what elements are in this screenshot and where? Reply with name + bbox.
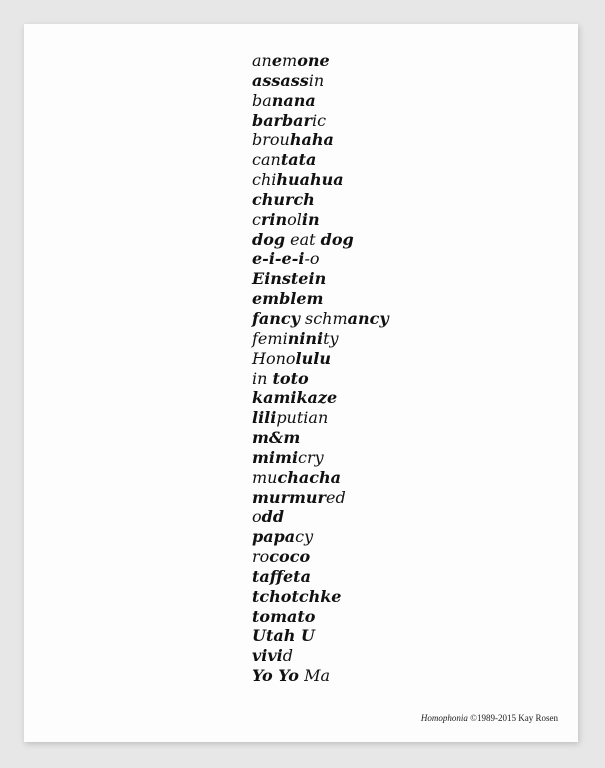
word-item bbox=[252, 448, 389, 468]
word-segment-bold: nini bbox=[287, 328, 324, 348]
word-segment-light: Hono bbox=[252, 348, 296, 368]
word-segment-bold: vivi bbox=[252, 646, 283, 666]
word-item bbox=[252, 51, 389, 71]
word-segment-bold: fancy bbox=[252, 308, 300, 328]
word-segment-bold: rin bbox=[260, 209, 288, 229]
word-item bbox=[252, 428, 389, 448]
word-segment-bold: Einstein bbox=[252, 269, 327, 289]
word-item bbox=[252, 646, 389, 666]
word-segment-light: brou bbox=[252, 130, 290, 150]
word-item bbox=[252, 111, 389, 131]
word-segment-bold: m&m bbox=[252, 428, 301, 448]
word-segment-light: ty bbox=[323, 328, 339, 348]
word-segment-bold: dog bbox=[252, 229, 286, 249]
word-segment-light: femi bbox=[252, 328, 288, 348]
word-segment-light: ic bbox=[311, 110, 327, 130]
word-segment-bold: tata bbox=[280, 150, 317, 170]
word-segment-light: ed bbox=[325, 487, 346, 507]
word-segment-light: an bbox=[252, 51, 272, 70]
word-item bbox=[252, 329, 389, 349]
word-segment-light: m bbox=[282, 51, 298, 70]
word-segment-bold: one bbox=[297, 51, 330, 70]
word-item bbox=[252, 607, 389, 627]
word-item bbox=[252, 249, 389, 269]
word-segment-bold: in bbox=[301, 209, 320, 229]
word-item bbox=[252, 71, 389, 91]
word-item bbox=[252, 230, 389, 250]
word-segment-light: chi bbox=[252, 170, 277, 190]
word-item bbox=[252, 626, 389, 646]
word-segment-bold: ancy bbox=[347, 308, 389, 328]
word-segment-bold: huahua bbox=[276, 170, 344, 190]
word-segment-bold: lulu bbox=[295, 348, 331, 368]
word-item bbox=[252, 547, 389, 567]
word-segment-light: in bbox=[308, 70, 325, 90]
word-segment-bold: haha bbox=[289, 130, 334, 150]
word-item bbox=[252, 488, 389, 508]
word-segment-light: eat bbox=[285, 229, 321, 249]
word-segment-bold: e bbox=[271, 51, 283, 70]
word-item bbox=[252, 468, 389, 488]
word-item bbox=[252, 269, 389, 289]
word-segment-bold: Utah U bbox=[252, 626, 315, 646]
word-segment-light: Ma bbox=[298, 666, 330, 686]
word-segment-bold: coco bbox=[269, 547, 311, 567]
word-segment-bold: tchotchke bbox=[252, 586, 342, 606]
word-segment-bold: taffeta bbox=[252, 566, 311, 586]
word-item bbox=[252, 567, 389, 587]
word-segment-light: -o bbox=[304, 249, 320, 269]
word-segment-bold: church bbox=[252, 189, 315, 209]
word-segment-bold: chacha bbox=[277, 467, 341, 487]
word-segment-light: ro bbox=[252, 547, 270, 567]
word-item bbox=[252, 388, 389, 408]
word-segment-bold: toto bbox=[272, 368, 309, 388]
word-segment-bold: nana bbox=[271, 90, 316, 110]
word-item bbox=[252, 170, 389, 190]
word-item bbox=[252, 369, 389, 389]
word-segment-bold: dog bbox=[320, 229, 354, 249]
word-segment-light: ol bbox=[287, 209, 302, 229]
word-segment-light: mu bbox=[252, 467, 278, 487]
word-item bbox=[252, 349, 389, 369]
word-segment-light: in bbox=[252, 368, 273, 388]
word-item bbox=[252, 130, 389, 150]
word-segment-light: cy bbox=[295, 527, 314, 547]
word-segment-bold: barbar bbox=[252, 110, 312, 130]
word-segment-bold: mimi bbox=[252, 447, 299, 467]
word-segment-bold: tomato bbox=[252, 606, 316, 626]
word-item bbox=[252, 289, 389, 309]
word-item bbox=[252, 408, 389, 428]
word-segment-bold: papa bbox=[252, 527, 296, 547]
word-segment-bold: emblem bbox=[252, 289, 324, 309]
word-item bbox=[252, 507, 389, 527]
word-item bbox=[252, 91, 389, 111]
word-segment-bold: Yo Yo bbox=[252, 666, 299, 686]
word-item bbox=[252, 587, 389, 607]
word-segment-bold: dd bbox=[261, 507, 285, 527]
word-segment-bold: assass bbox=[252, 70, 309, 90]
word-list bbox=[252, 51, 389, 686]
credit-title: Homophonia bbox=[420, 713, 468, 723]
word-segment-light: schm bbox=[299, 308, 348, 328]
credit-text: ©1989-2015 Kay Rosen bbox=[467, 713, 558, 723]
word-item bbox=[252, 190, 389, 210]
paper-sheet bbox=[24, 24, 578, 742]
word-segment-bold: murmur bbox=[252, 487, 326, 507]
word-segment-light: cry bbox=[298, 447, 324, 467]
word-segment-bold: lili bbox=[252, 408, 277, 428]
word-item bbox=[252, 309, 389, 329]
word-segment-light: c bbox=[252, 209, 261, 229]
word-segment-light: ba bbox=[252, 90, 272, 110]
word-item bbox=[252, 210, 389, 230]
word-segment-bold: e-i-e-i bbox=[252, 249, 305, 269]
word-item bbox=[252, 527, 389, 547]
word-segment-light: putian bbox=[276, 408, 329, 428]
credit-line bbox=[421, 713, 558, 723]
word-segment-light: o bbox=[252, 507, 262, 527]
word-item bbox=[252, 150, 389, 170]
word-segment-light: d bbox=[282, 646, 293, 666]
word-segment-bold: kamikaze bbox=[252, 388, 338, 408]
word-item bbox=[252, 666, 389, 686]
word-segment-light: can bbox=[252, 150, 281, 170]
